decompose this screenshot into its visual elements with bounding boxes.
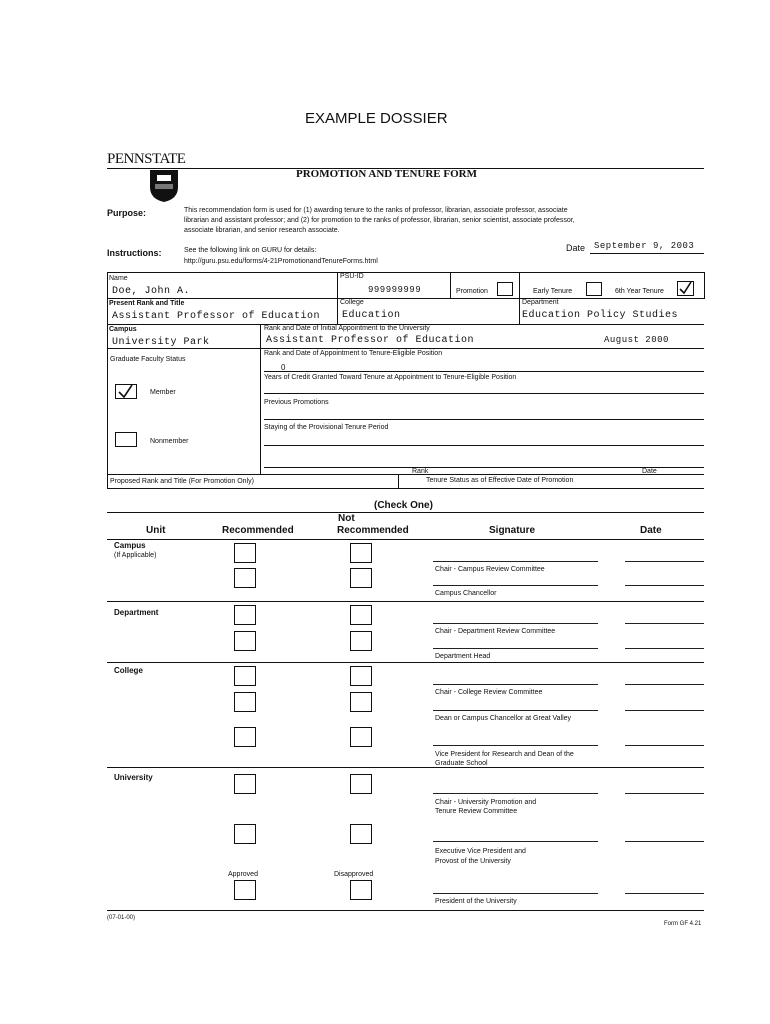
sixth-year-tenure-label: 6th Year Tenure — [615, 288, 664, 295]
sig-evp-line-2: Provost of the University — [435, 858, 511, 865]
sig-line[interactable] — [433, 710, 598, 711]
unit-campus-sub: (If Applicable) — [114, 552, 157, 559]
present-rank-value[interactable]: Assistant Professor of Education — [112, 311, 321, 322]
date-underline — [590, 253, 704, 254]
table-top-rule — [107, 512, 704, 513]
date-value[interactable]: September 9, 2003 — [594, 241, 695, 251]
col-sep-left-block — [260, 324, 261, 474]
sig-line[interactable] — [433, 585, 598, 586]
member-label: Member — [150, 389, 176, 396]
early-tenure-label: Early Tenure — [533, 288, 573, 295]
graduate-faculty-label: Graduate Faculty Status — [110, 356, 186, 363]
sig-president: President of the University — [435, 898, 517, 905]
name-value[interactable]: Doe, John A. — [112, 286, 191, 297]
campus-not-recommended-checkbox-1[interactable] — [350, 543, 372, 563]
psuid-value[interactable]: 999999999 — [368, 285, 422, 295]
unit-college: College — [114, 666, 143, 675]
approved-checkbox[interactable] — [234, 880, 256, 900]
staying-rule-1 — [264, 445, 704, 446]
date-label: Date — [566, 243, 586, 253]
staying-rule-2 — [264, 467, 704, 468]
row-1-rule — [107, 298, 704, 299]
dept-recommended-checkbox-1[interactable] — [234, 605, 256, 625]
promotion-checkbox[interactable] — [497, 282, 513, 296]
block-left-rule — [107, 272, 108, 489]
years-credit-rule — [264, 393, 704, 394]
footer-form-number: Form GF 4.21 — [664, 921, 702, 927]
sig-dean: Dean or Campus Chancellor at Great Valley — [435, 715, 572, 722]
sig-campus-chancellor: Campus Chancellor — [435, 590, 497, 597]
department-label: Department — [522, 299, 559, 306]
col-signature-header: Signature — [489, 525, 536, 536]
college-not-recommended-checkbox-2[interactable] — [350, 692, 372, 712]
sig-line[interactable] — [433, 841, 598, 842]
checkmark-icon — [677, 281, 694, 296]
date-line[interactable] — [625, 648, 704, 649]
pennstate-shield-icon — [149, 169, 179, 203]
approved-label: Approved — [228, 871, 258, 878]
sig-vp-line-2: Graduate School — [435, 760, 488, 767]
row-proposed-top-rule — [107, 474, 704, 475]
unit-campus: Campus — [114, 541, 146, 550]
sig-line[interactable] — [433, 623, 598, 624]
univ-recommended-checkbox-1[interactable] — [234, 774, 256, 794]
checkmark-icon — [115, 384, 137, 399]
campus-label: Campus — [109, 326, 137, 333]
early-tenure-checkbox[interactable] — [586, 282, 602, 296]
date-line[interactable] — [625, 745, 704, 746]
college-value[interactable]: Education — [342, 310, 401, 321]
dept-not-recommended-checkbox-2[interactable] — [350, 631, 372, 651]
col-date-header: Date — [640, 525, 662, 536]
sig-vp-line-1: Vice President for Research and Dean of the — [435, 751, 574, 758]
instructions-line-1: See the following link on GURU for details: — [184, 247, 317, 254]
block-top-rule — [107, 272, 704, 273]
date-line[interactable] — [625, 893, 704, 894]
purpose-label: Purpose: — [107, 208, 147, 218]
department-value[interactable]: Education Policy Studies — [522, 310, 679, 321]
page-title: EXAMPLE DOSSIER — [305, 110, 448, 127]
sig-college-chair: Chair - College Review Committee — [435, 689, 543, 696]
sig-dept-chair: Chair - Department Review Committee — [435, 628, 556, 635]
unit-department: Department — [114, 608, 159, 617]
college-section-rule — [107, 767, 704, 768]
sig-line[interactable] — [433, 684, 598, 685]
purpose-line-3: associate librarian, and senior research associate. — [184, 227, 340, 234]
sig-dept-head: Department Head — [435, 653, 491, 660]
campus-value[interactable]: University Park — [112, 337, 210, 348]
campus-recommended-checkbox-2[interactable] — [234, 568, 256, 588]
form-title: PROMOTION AND TENURE FORM — [296, 168, 477, 180]
purpose-line-2: librarian and assistant professor; and (2) for promotion to the ranks of professor, librarian, senior scientist, associate professor, — [184, 217, 575, 224]
college-label: College — [340, 299, 364, 306]
college-not-recommended-checkbox-1[interactable] — [350, 666, 372, 686]
pennstate-logo: PENNSTATE — [107, 151, 186, 167]
date-line[interactable] — [625, 623, 704, 624]
col-unit-header: Unit — [146, 525, 166, 536]
proposed-rank-label: Proposed Rank and Title (For Promotion Only) — [110, 478, 254, 485]
sig-line[interactable] — [433, 561, 598, 562]
campus-not-recommended-checkbox-2[interactable] — [350, 568, 372, 588]
years-credit-label: Years of Credit Granted Toward Tenure at Appointment to Tenure-Eligible Position — [264, 374, 517, 381]
date-small-label: Date — [642, 468, 657, 475]
college-recommended-checkbox-3[interactable] — [234, 727, 256, 747]
campus-section-rule — [107, 601, 704, 602]
campus-recommended-checkbox-1[interactable] — [234, 543, 256, 563]
block-right-rule — [704, 272, 705, 299]
dept-recommended-checkbox-2[interactable] — [234, 631, 256, 651]
nonmember-label: Nonmember — [150, 438, 189, 445]
psuid-label: PSU-ID — [340, 273, 364, 280]
tenure-status-label: Tenure Status as of Effective Date of Promotion — [426, 477, 574, 484]
date-line[interactable] — [625, 585, 704, 586]
rank-label: Rank — [412, 468, 429, 475]
member-checkbox[interactable] — [115, 384, 137, 399]
sig-line[interactable] — [433, 893, 598, 894]
row-proposed-bottom-rule — [107, 488, 704, 489]
tenure-eligible-rule — [264, 371, 704, 372]
univ-recommended-checkbox-2[interactable] — [234, 824, 256, 844]
present-rank-label: Present Rank and Title — [109, 300, 185, 307]
check-one-label: (Check One) — [374, 500, 433, 511]
initial-appointment-label: Rank and Date of Initial Appointment to the University — [264, 325, 430, 332]
previous-promotions-rule — [264, 419, 704, 420]
initial-appointment-date[interactable]: August 2000 — [604, 335, 669, 345]
date-line[interactable] — [625, 561, 704, 562]
col-sep-2 — [450, 272, 451, 299]
initial-appointment-value[interactable]: Assistant Professor of Education — [266, 335, 475, 346]
staying-label: Staying of the Provisional Tenure Period — [264, 424, 389, 431]
univ-not-recommended-checkbox-1[interactable] — [350, 774, 372, 794]
sig-line[interactable] — [433, 793, 598, 794]
footer-date-code: (07-01-00) — [107, 915, 136, 921]
date-line[interactable] — [625, 710, 704, 711]
date-line[interactable] — [625, 793, 704, 794]
sig-univ-chair-line-1: Chair - University Promotion and — [435, 799, 537, 806]
sig-evp-line-1: Executive Vice President and — [435, 848, 526, 855]
years-credit-value[interactable]: 0 — [281, 363, 286, 372]
promotion-label: Promotion — [456, 288, 488, 295]
sig-univ-chair-line-2: Tenure Review Committee — [435, 808, 518, 815]
sig-line[interactable] — [433, 648, 598, 649]
college-recommended-checkbox-2[interactable] — [234, 692, 256, 712]
not-label: Not — [338, 513, 355, 524]
sig-line[interactable] — [433, 745, 598, 746]
col-not-recommended-header: Recommended — [337, 525, 409, 536]
date-line[interactable] — [625, 684, 704, 685]
table-header-rule — [107, 539, 704, 540]
sixth-year-tenure-checkbox[interactable] — [677, 281, 694, 296]
dept-not-recommended-checkbox-1[interactable] — [350, 605, 372, 625]
univ-not-recommended-checkbox-2[interactable] — [350, 824, 372, 844]
disapproved-checkbox[interactable] — [350, 880, 372, 900]
previous-promotions-label: Previous Promotions — [264, 399, 329, 406]
nonmember-checkbox[interactable] — [115, 432, 137, 447]
department-section-rule — [107, 662, 704, 663]
unit-university: University — [114, 773, 153, 782]
disapproved-label: Disapproved — [334, 871, 374, 878]
instructions-label: Instructions: — [107, 248, 162, 258]
instructions-link[interactable]: http://guru.psu.edu/forms/4-21PromotionandTenureForms.html — [184, 258, 378, 265]
college-recommended-checkbox-1[interactable] — [234, 666, 256, 686]
college-not-recommended-checkbox-3[interactable] — [350, 727, 372, 747]
col-recommended-header: Recommended — [222, 525, 294, 536]
col-sep-proposed — [398, 474, 399, 489]
table-bottom-rule — [107, 910, 704, 911]
purpose-line-1: This recommendation form is used for (1) awarding tenure to the ranks of professor, librarian, associate professor, associate — [184, 207, 568, 214]
name-label: Name — [109, 275, 128, 282]
date-line[interactable] — [625, 841, 704, 842]
tenure-eligible-label: Rank and Date of Appointment to Tenure-Eligible Position — [264, 350, 443, 357]
sig-campus-chair: Chair - Campus Review Committee — [435, 566, 545, 573]
